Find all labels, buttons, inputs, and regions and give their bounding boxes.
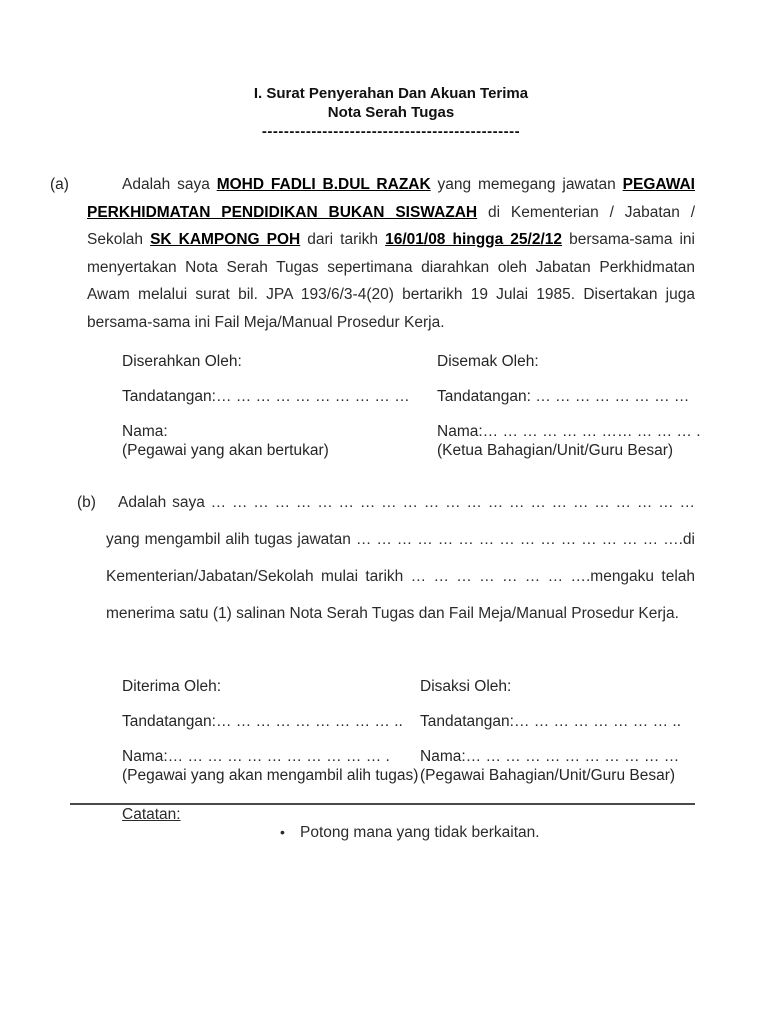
officer-name: MOHD FADLI B.DUL RAZAK (216, 176, 431, 193)
disemak-caption: (Ketua Bahagian/Unit/Guru Besar) (437, 442, 674, 459)
doc-header (87, 84, 695, 141)
disemak-column (437, 352, 701, 460)
note-bullet-item (280, 824, 540, 842)
disaksi-column (420, 677, 681, 785)
clause-a-rest: bersama-sama ini menyertakan Nota Serah Tugas sepertimana diarahkan oleh Jabatan Perkhidmatan Awam melalui surat bil. JPA 193/6/3-4(20) bertarikh 19 Julai 1985. Disertakan juga bersama-sama ini Fail Meja/Manual Prosedur Kerja. (87, 231, 695, 331)
clause-b-dotted-line-1: … … … … … … … … … … … … … … … … … … … … … … … (210, 494, 695, 511)
disaksi-caption: (Pegawai Bahagian/Unit/Guru Besar) (420, 767, 676, 784)
disaksi-signature-line: Tandatangan:… … … … … … … … .. (420, 713, 682, 730)
clause-b-marker: (b) (77, 494, 96, 511)
diserahkan-signature-line: Tandatangan:… … … … … … … … … … (122, 388, 410, 405)
service-dates: 16/01/08 hingga 25/2/12 (385, 231, 563, 248)
position-title: PEGAWAI PERKHIDMATAN PENDIDIKAN BUKAN SISWAZAH (87, 176, 695, 221)
bullet-icon: • (280, 824, 285, 840)
footer-separator (70, 803, 695, 805)
clause-a-mid3: dari tarikh (300, 231, 386, 248)
disemak-heading: Disemak Oleh: (437, 353, 539, 370)
diserahkan-heading: Diserahkan Oleh: (122, 353, 242, 370)
clause-a-mid1: yang memegang jawatan (430, 176, 623, 193)
diterima-name-line: Nama:… … … … … … … … … … … . (122, 748, 390, 765)
clause-b-mid2: Kementerian/Jabatan/Sekolah mulai tarikh (106, 568, 411, 585)
clause-b-dotted-line-2: … … … … … … … … … … … … … … … ….di (355, 531, 695, 548)
clause-b-rest: telah menerima satu (1) salinan Nota Serah Tugas dan Fail Meja/Manual Prosedur Kerja. (106, 568, 696, 622)
title-line-2: Nota Serah Tugas (327, 104, 455, 121)
clause-b-intro: Adalah saya (118, 494, 211, 511)
title-line-1: I. Surat Penyerahan Dan Akuan Terima (253, 85, 529, 102)
handover-signature-block (0, 352, 768, 460)
clause-a-text (87, 171, 695, 336)
diterima-heading: Diterima Oleh: (122, 678, 222, 695)
clause-b-dotted-line-3: … … … … … … … ….mengaku (410, 568, 655, 585)
clause-b-text (106, 484, 695, 632)
diterima-signature-line: Tandatangan:… … … … … … … … … .. (122, 713, 403, 730)
clause-b-mid1: yang mengambil alih tugas jawatan (106, 531, 356, 548)
diserahkan-name-line: Nama: (122, 423, 168, 440)
diterima-caption: (Pegawai yang akan mengambil alih tugas) (122, 767, 419, 784)
note-item-text: Potong mana yang tidak berkaitan. (300, 824, 540, 841)
diserahkan-caption: (Pegawai yang akan bertukar) (122, 442, 329, 459)
clause-a-intro: Adalah saya (122, 176, 217, 193)
disemak-name-line: Nama:… … … … … … …… … … … . (437, 423, 701, 440)
clause-b-section (0, 484, 768, 632)
notes-label: Catatan: (122, 806, 181, 823)
disaksi-heading: Disaksi Oleh: (420, 678, 512, 695)
disemak-signature-line: Tandatangan: … … … … … … … … (437, 388, 690, 405)
title-divider: ----------------------------------------------- (261, 123, 521, 140)
diterima-column (122, 677, 420, 785)
clause-a-mid2: di Kementerian / Jabatan / Sekolah (87, 203, 695, 248)
diserahkan-column (122, 352, 437, 460)
disaksi-name-line: Nama:… … … … … … … … … … … (420, 748, 680, 765)
clause-a-marker: (a) (50, 176, 69, 193)
clause-a-section (0, 171, 768, 336)
receipt-signature-block (0, 677, 768, 785)
school-name: SK KAMPONG POH (150, 231, 301, 248)
